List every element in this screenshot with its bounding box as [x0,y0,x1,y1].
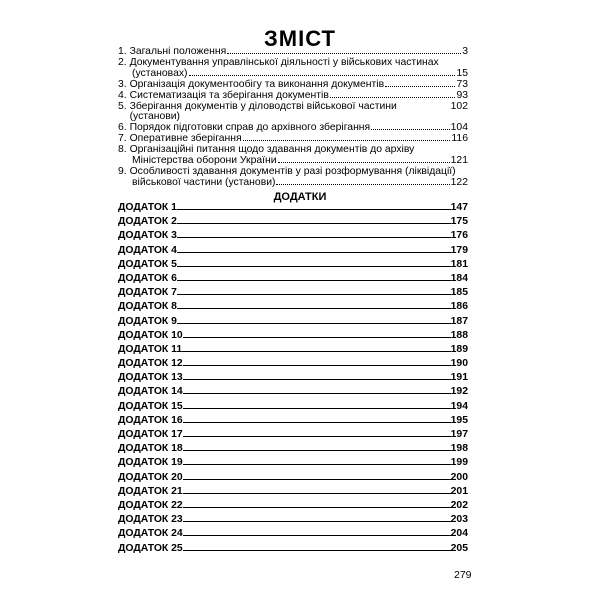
toc-entry-title: Оперативне зберігання [129,133,242,145]
leader-line [183,493,451,494]
appendix-entry[interactable] [118,272,468,286]
leader-line [183,550,451,551]
toc-entry[interactable] [118,58,468,80]
toc-entry-page: 15 [456,67,468,79]
appendix-entry[interactable] [118,300,468,314]
dot-leader [227,52,461,54]
appendix-page: 202 [450,499,468,511]
dot-leader [243,139,451,141]
page-title: ЗМІСТ [264,26,336,51]
appendix-entry[interactable] [118,456,468,470]
appendix-entry[interactable] [118,513,468,527]
appendix-entry[interactable] [118,542,468,556]
leader-line [183,450,451,451]
appendix-page: 194 [450,400,468,412]
leader-line [183,464,451,465]
appendix-entry[interactable] [118,286,468,300]
appendix-label: ДОДАТОК 2 [118,216,177,228]
toc-entry-title: Зберігання документів у діловодстві військової частини (установи) [129,100,397,123]
leader-line [183,408,451,409]
toc-entry-title: Загальні положення [129,46,227,57]
toc-entry-page: 73 [456,78,468,90]
appendix-label: ДОДАТОК 4 [118,244,177,256]
toc-entry-number: 8. [118,144,127,156]
dot-leader [330,96,456,98]
toc-entry-page: 116 [451,133,468,145]
appendix-label: ДОДАТОК 11 [118,343,183,355]
appendix-label: ДОДАТОК 24 [118,528,183,540]
leader-line [177,223,451,224]
appendix-label: ДОДАТОК 6 [118,272,177,284]
page-number: 279 [454,569,472,581]
toc-entry[interactable] [118,145,468,167]
appendix-page: 192 [450,386,468,398]
appendix-entry[interactable] [118,215,468,229]
appendix-entry[interactable] [118,371,468,385]
appendix-entry[interactable] [118,357,468,371]
leader-line [177,294,451,295]
appendix-entry[interactable] [118,428,468,442]
leader-line [177,323,451,324]
table-of-contents [118,47,468,189]
appendix-page: 188 [450,329,468,341]
appendix-label: ДОДАТОК 23 [118,514,183,526]
appendix-label: ДОДАТОК 21 [118,485,183,497]
appendix-label: ДОДАТОК 13 [118,372,183,384]
appendix-label: ДОДАТОК 10 [118,329,183,341]
toc-entry-number: 1. [118,46,127,57]
appendix-entry[interactable] [118,527,468,541]
appendix-label: ДОДАТОК 12 [118,358,183,370]
appendix-label: ДОДАТОК 17 [118,429,183,440]
appendix-page: 205 [450,542,468,554]
appendix-page: 200 [450,471,468,483]
toc-entry-number: 9. [118,165,127,177]
dot-leader [278,161,450,163]
appendix-label: ДОДАТОК 14 [118,386,183,398]
toc-entry-page: 93 [456,89,468,101]
appendix-page: 184 [450,272,468,284]
appendix-page: 181 [450,258,468,270]
appendix-page: 204 [450,528,468,540]
appendix-label: ДОДАТОК 18 [118,443,183,455]
appendix-page: 187 [450,315,468,327]
leader-line [177,308,451,309]
toc-entry[interactable] [118,91,468,102]
appendix-page: 175 [450,216,468,228]
appendix-page: 147 [450,202,468,213]
leader-line [177,209,451,210]
appendix-page: 191 [450,372,468,384]
appendix-entry[interactable] [118,315,468,329]
leader-line [183,479,451,480]
appendix-label: ДОДАТОК 3 [118,230,177,242]
appendix-label: ДОДАТОК 15 [118,400,183,412]
dot-leader [385,85,455,87]
toc-entry-title: Документування управлінської діяльності у військових частинах [129,56,439,68]
appendix-page: 190 [450,358,468,370]
toc-entry-title: Організація документообігу та виконання документів [129,78,385,90]
appendices-heading: ДОДАТКИ [273,191,327,203]
toc-entry-title: Організаційні питання щодо здавання документів до архіву [129,144,415,156]
toc-entry-number: 4. [118,89,127,101]
appendix-page: 186 [450,301,468,313]
leader-line [177,237,451,238]
appendix-label: ДОДАТОК 20 [118,471,183,483]
appendix-label: ДОДАТОК 7 [118,287,177,299]
leader-line [182,351,451,352]
toc-entry[interactable] [118,80,468,91]
appendix-page: 203 [450,514,468,526]
dot-leader [276,183,449,185]
appendix-page: 179 [450,244,468,256]
toc-entry-number: 2. [118,56,127,68]
leader-line [183,337,451,338]
appendix-entry[interactable] [118,201,468,215]
leader-line [183,535,451,536]
appendix-entry[interactable] [118,244,468,258]
toc-entry[interactable] [118,167,468,189]
leader-line [177,280,451,281]
toc-entry-number: 7. [118,133,127,145]
appendices-list [118,201,468,556]
appendix-entry[interactable] [118,343,468,357]
appendix-label: ДОДАТОК 9 [118,315,177,327]
toc-entry-number: 3. [118,78,127,90]
leader-line [177,266,451,267]
appendix-entry[interactable] [118,499,468,513]
toc-entry-number: 5. [118,100,127,112]
appendix-label: ДОДАТОК 5 [118,258,177,270]
toc-entry-page: 3 [462,46,468,57]
appendix-label: ДОДАТОК 19 [118,457,183,469]
leader-line [177,252,451,253]
appendix-entry[interactable] [118,400,468,414]
leader-line [183,365,451,366]
toc-entry-title: Особливості здавання документів у разі розформування (ліквідації) [129,165,456,177]
appendix-label: ДОДАТОК 25 [118,542,183,554]
leader-line [183,507,451,508]
appendix-page: 176 [450,230,468,242]
appendix-page: 197 [450,429,468,440]
appendix-page: 199 [450,457,468,469]
toc-entry[interactable] [118,102,468,124]
leader-line [183,393,451,394]
appendix-entry[interactable] [118,442,468,456]
appendix-entry[interactable] [118,414,468,428]
appendix-entry[interactable] [118,258,468,272]
appendix-label: ДОДАТОК 16 [118,414,183,426]
toc-entry-title: Порядок підготовки справ до архівного зберігання [129,122,371,134]
leader-line [183,436,451,437]
toc-entry-page: 122 [450,176,468,188]
toc-entry-page: 104 [450,122,468,134]
leader-line [183,521,451,522]
leader-line [183,379,451,380]
leader-line [183,422,451,423]
appendix-page: 195 [450,414,468,426]
appendix-page: 198 [450,443,468,455]
appendix-entry[interactable] [118,471,468,485]
appendix-entry[interactable] [118,329,468,343]
toc-entry-title: військової частини (установи) [132,176,276,188]
appendix-page: 185 [450,287,468,299]
appendix-entry[interactable] [118,485,468,499]
toc-entry-number: 6. [118,122,127,134]
appendix-label: ДОДАТОК 22 [118,499,183,511]
toc-entry-title: Міністерства оборони України [132,155,277,167]
appendix-page: 201 [450,485,468,497]
toc-entry-title: (установах) [132,67,188,79]
toc-entry-page: 102 [450,100,468,112]
dot-leader [189,74,456,76]
dot-leader [371,128,449,130]
appendix-entry[interactable] [118,385,468,399]
appendix-page: 189 [450,343,468,355]
appendix-label: ДОДАТОК 8 [118,301,177,313]
toc-entry-page: 121 [450,155,468,167]
toc-entry-title: Систематизація та зберігання документів [129,89,329,101]
appendix-entry[interactable] [118,229,468,243]
appendix-label: ДОДАТОК 1 [118,202,177,213]
